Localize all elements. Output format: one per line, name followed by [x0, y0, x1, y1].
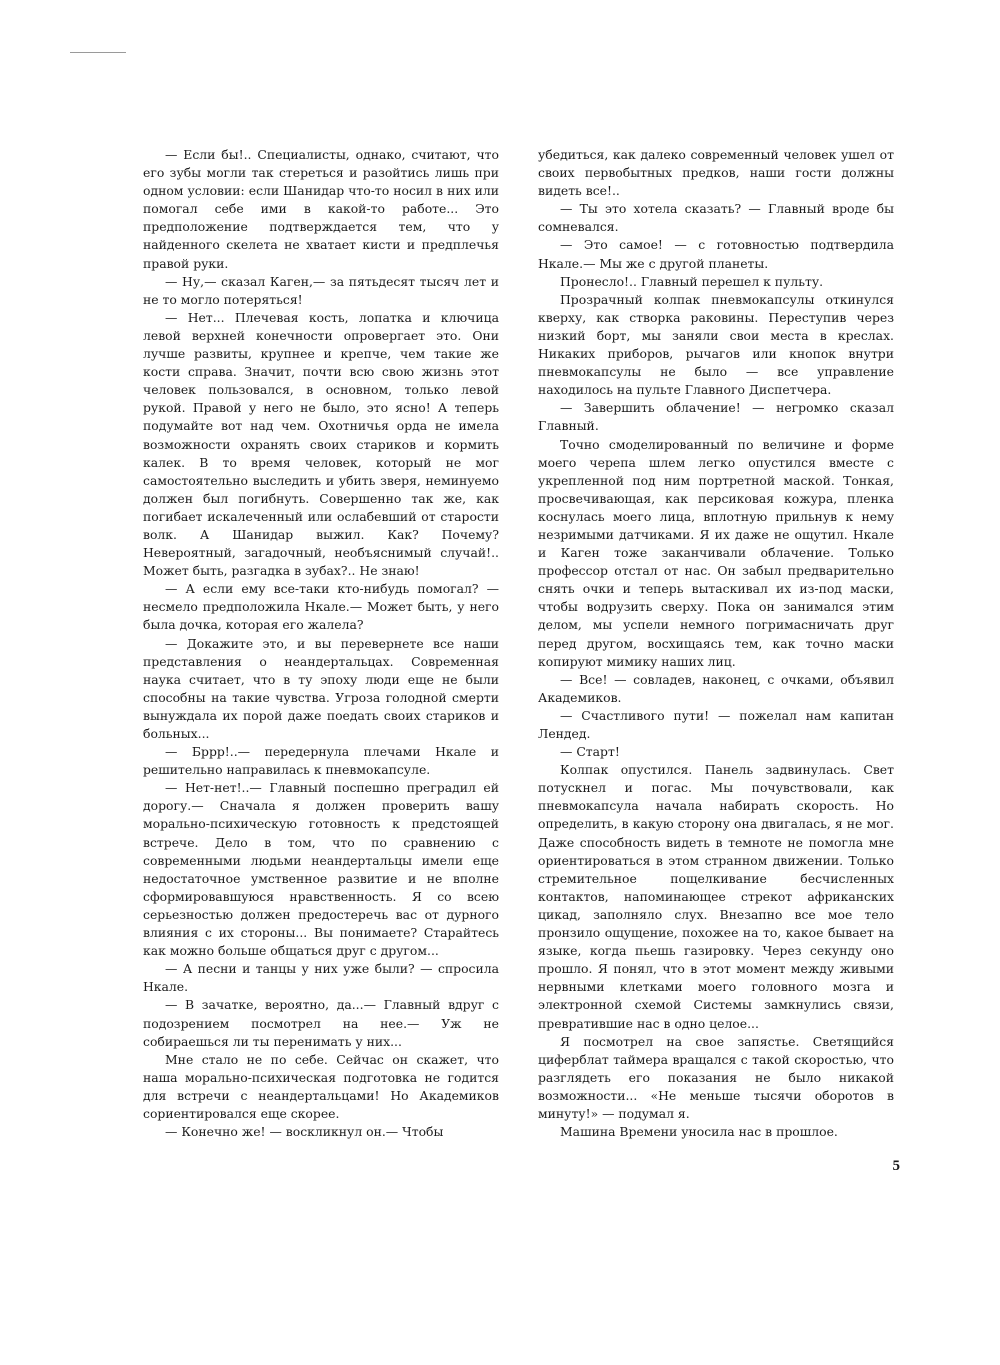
paragraph: Мне стало не по себе. Сейчас он скажет, что наша морально-психическая подготовка не годится для встречи с неандертальцами! Но Академиков сориентировался еще скорее.	[143, 1051, 499, 1121]
paragraph: — Завершить облачение! — негромко сказал Главный.	[538, 400, 894, 434]
paragraph: — А песни и танцы у них уже были? — спросила Нкале.	[143, 961, 499, 995]
paragraph: — Счастливого пути! — пожелал нам капитан Лендед.	[538, 707, 894, 741]
left-text-column	[143, 146, 499, 1141]
paragraph: Прозрачный колпак пневмокапсулы откинулся кверху, как створка раковины. Переступив через низкий борт, мы заняли свои места в креслах. Никаких приборов, рычагов или кнопок внутри пневмокапсулы не было — все управление находилось на пульте Главного Диспетчера.	[538, 291, 894, 398]
paragraph: — Нет... Плечевая кость, лопатка и ключица левой верхней конечности опровергает это. Они лучше развиты, крупнее и крепче, чем такие же кости справа. Значит, почти всю свою жизнь этот человек пользовался, в основном, только левой рукой. Правой у него не было, это ясно! А теперь подумайте вот над чем. Охотничья орда не имела возможности охранять своих стариков и кормить калек. В то время человек, который не мог самостоятельно выследить и убить зверя, неминуемо должен был погибнуть. Совершенно так же, как погибает искалеченный или ослабевший от старости волк. А Шанидар выжил. Как? Почему? Невероятный, загадочный, необъяснимый случай!.. Может быть, разгадка в зубах?.. Не знаю!	[143, 309, 499, 579]
paragraph: — В зачатке, вероятно, да...— Главный вдруг с подозрением посмотрел на нее.— Уж не собираешься ли ты перенимать у них...	[143, 997, 499, 1049]
paragraph: — Докажите это, и вы перевернете все наши представления о неандертальцах. Современная наука считает, что в ту эпоху люди еще не были способны на такие чувства. Угроза голодной смерти вынуждала их порой даже поедать своих стариков и больных...	[143, 635, 499, 741]
paragraph: — Все! — совладев, наконец, с очками, объявил Академиков.	[538, 671, 894, 705]
paragraph: — Это самое! — с готовностью подтвердила Нкале.— Мы же с другой планеты.	[538, 237, 894, 271]
corner-rule	[70, 52, 126, 53]
right-text-column	[538, 146, 894, 1141]
paragraph: — Нет-нет!..— Главный поспешно преградил ей дорогу.— Сначала я должен проверить вашу морально-психическую готовность к предстоящей встрече. Дело в том, что по сравнению с современными людьми неандертальцы имели еще недостаточное умственное развитие и не вполне сформировавшуюся нравственность. Я со всею серьезностью должен предостеречь вас от дурного влияния с их стороны... Вы понимаете? Старайтесь как можно больше общаться друг с другом...	[143, 780, 499, 959]
paragraph: Точно смоделированный по величине и форме моего черепа шлем легко опустился вместе с укрепленной под ним портретной маской. Тонкая, просвечивающая, как персиковая кожура, пленка коснулась моего лица, вплотную прильнув к нему незримыми датчиками. Я их даже не ощутил. Нкале и Каген тоже заканчивали облачение. Только профессор отстал от нас. Он забыл предварительно снять очки и теперь вытаскивал их из-под маски, чтобы водрузить сверху. Пока он занимался этим делом, мы успели немного погримасничать друг перед другом, восхищаясь тем, как точно маски копируют мимику наших лиц.	[538, 436, 894, 669]
paragraph: — Ну,— сказал Каген,— за пятьдесят тысяч лет и не то могло потеряться!	[143, 273, 499, 307]
paragraph: — Старт!	[560, 744, 620, 760]
paragraph: Колпак опустился. Панель задвинулась. Свет потускнел и погас. Мы почувствовали, как пневмокапсула начала набирать скорость. Но определить, в какую сторону она двигалась, я не мог. Даже способность видеть в темноте не помогла мне ориентироваться в этом странном движении. Только стремительное пощелкивание бесчисленных контактов, напоминающее стрекот африканских цикад, заполняло слух. Внезапно все мое тело пронзило ощущение, похожее на то, какое бывает на языке, когда пьешь газировку. Через секунду оно прошло. Я понял, что в этот момент между живыми нервными клетками моего головного мозга и электронной схемой Системы замкнулись связи, превратившие нас в одно целое...	[538, 762, 894, 1031]
paragraph: Пронесло!.. Главный перешел к пульту.	[560, 273, 824, 289]
paragraph: — Бррр!..— передернула плечами Нкале и решительно направилась к пневмокапсуле.	[143, 744, 499, 778]
paragraph: — Если бы!.. Специалисты, однако, считают, что его зубы могли так стереться и разойтись лишь при одном условии: если Шанидар что-то носил в них или помогал себе ими в какой-то работе... Это предположение подтверждается тем, что у найденного скелета не хватает кисти и предплечья правой руки.	[143, 147, 499, 271]
page-number: 5	[892, 1158, 900, 1174]
paragraph: Я посмотрел на свое запястье. Светящийся циферблат таймера вращался с такой скоростью, что разглядеть его показания не было никакой возможности... «Не меньше тысячи оборотов в минуту!» — подумал я.	[538, 1033, 894, 1121]
paragraph: — Конечно же! — воскликнул он.— Чтобы	[165, 1124, 444, 1140]
paragraph: — Ты это хотела сказать? — Главный вроде бы сомневался.	[538, 201, 894, 235]
paragraph: — А если ему все-таки кто-нибудь помогал? — несмело предположила Нкале.— Может быть, у него была дочка, которая его жалела?	[143, 581, 499, 633]
paragraph: Машина Времени уносила нас в прошлое.	[560, 1124, 838, 1140]
paragraph-continuation: убедиться, как далеко современный человек ушел от своих первобытных предков, наши гости должны видеть все!..	[538, 147, 894, 199]
